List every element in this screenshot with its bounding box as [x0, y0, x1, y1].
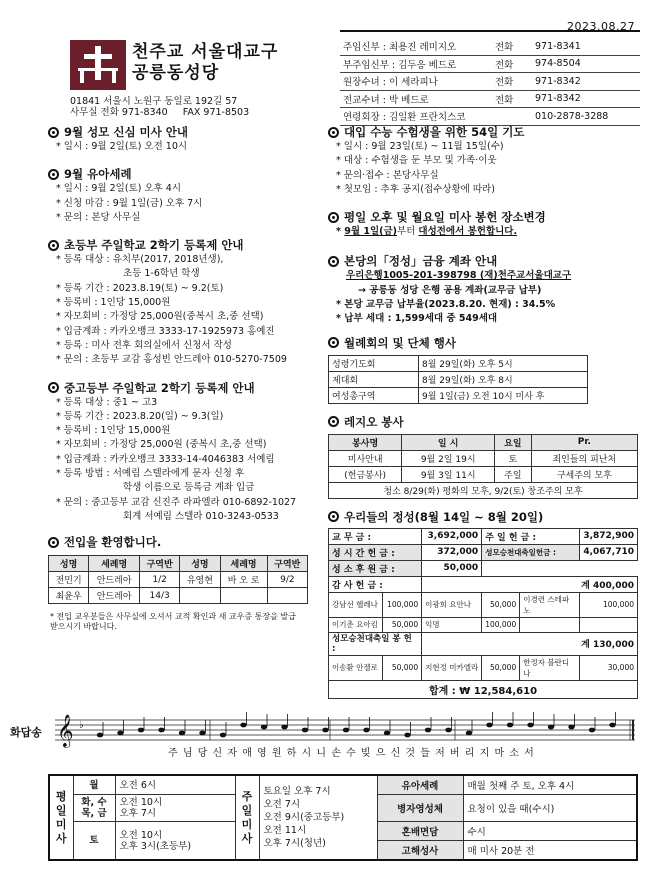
staff-role: 전교수녀 : 박 베드로 [343, 94, 429, 106]
music-note [384, 731, 390, 736]
bullet-icon [48, 127, 59, 138]
bullet-icon [328, 511, 339, 522]
offering-value: 4,067,710 [580, 544, 638, 560]
offering-subtotal: 계 130,000 [422, 632, 638, 655]
table-row [329, 450, 638, 466]
offering-label: 성 소 후 원 금 : [329, 560, 422, 576]
venue-change-notice: * 9월 1일(금)부터 대성전에서 봉헌합니다. [336, 226, 518, 238]
table-cell [180, 588, 220, 604]
table-cell: 최윤우 [49, 588, 89, 604]
bullet-icon [48, 382, 59, 393]
sunday-mass-label [235, 775, 259, 860]
church-icon [70, 40, 126, 90]
table-row [329, 355, 588, 371]
sunday-time: 오전 11시 [263, 825, 307, 836]
meeting-name: 성령기도회 [329, 355, 419, 371]
offering-label: 성모승천대축일 봉 헌 : [329, 632, 422, 655]
hymn-lyrics: 주 님 당 신 자 애 영 원 하 시 니 손 수 빚 으 신 것 들 저 버 리 지 마 소 서 [168, 748, 535, 759]
section-title: 평일 오후 및 월요일 미사 봉헌 장소변경 [328, 209, 638, 225]
donor-amount: 50,000 [383, 655, 422, 680]
bullet-icon [48, 240, 59, 251]
music-note [527, 723, 533, 728]
weekday-day: 월 [73, 775, 115, 795]
table-cell: 9월 2일 19시 [402, 450, 495, 466]
table-cell: 주일 [495, 466, 532, 482]
section-line: 학생 이름으로 등록금 계좌 입금 [123, 482, 255, 494]
music-note [281, 725, 287, 730]
section-line: * 등록비 : 1인당 15,000원 [56, 297, 171, 309]
staff-table [340, 38, 640, 126]
offering-value: 3,692,000 [422, 528, 482, 544]
music-note [138, 728, 144, 733]
staff-role: 원장수녀 : 이 세라피나 [343, 77, 438, 89]
tithe-households: * 납부 세대 : 1,599세대 중 549세대 [336, 313, 498, 325]
table-cell: (헌금봉사) [329, 466, 402, 482]
cleaning-note: 청소 8/29(화) 평화의 모후, 9/2(토) 창조주의 모후 [329, 482, 638, 498]
donor-name: 이송환 안젤로 [329, 655, 383, 680]
meeting-name: 여성총구역 [329, 387, 419, 403]
table-row [329, 482, 638, 498]
church-logo [70, 40, 126, 90]
section-title: 9월 성모 신심 미사 안내 [48, 124, 328, 140]
music-note [507, 723, 513, 728]
table-cell: 9/2 [267, 572, 307, 588]
hymn-label: 화답송 [10, 726, 42, 739]
section-line: * 등록 기간 : 2023.8.19(토) ~ 9.2(토) [56, 282, 224, 294]
music-note [322, 728, 328, 733]
section-line: * 등록 방법 : 서예림 스텔라에게 문자 신청 후 [56, 468, 245, 480]
meeting-name: 제대회 [329, 371, 419, 387]
music-note [302, 728, 308, 733]
staff-role: 주임신부 : 최용진 레미지오 [343, 42, 457, 54]
table-cell: 토 [495, 450, 532, 466]
section-title: 레지오 봉사 [328, 414, 638, 430]
music-note [486, 723, 492, 728]
table-cell: 9월 3일 11시 [402, 466, 495, 482]
music-note [404, 733, 410, 738]
church-name [132, 42, 278, 84]
address: 01841 서울시 노원구 동일로 192길 57 [70, 96, 238, 107]
offering-total: 합계 : ₩ 12,584,610 [329, 680, 638, 698]
section-body [48, 140, 328, 154]
staff-row [340, 38, 640, 56]
staff-row [340, 73, 640, 91]
weekday-time: 오전 6시 [115, 775, 235, 795]
table-row [49, 588, 308, 604]
label-char: 사 [241, 831, 253, 845]
donor-amount [580, 617, 638, 632]
section-title: 월례회의 및 단체 행사 [328, 335, 638, 351]
section-line: * 등록 기간 : 2023.8.20(일) ~ 9.3(일) [56, 410, 224, 422]
meetings-table [328, 355, 588, 404]
label-char: 일 [241, 803, 253, 817]
section-title: 전입을 환영합니다. [48, 534, 328, 550]
section-line: 회계 서예림 스텔라 010-3243-0533 [123, 510, 279, 522]
music-note [363, 728, 369, 733]
donor-amount: 50,000 [482, 655, 520, 680]
section-line: * 대상 : 수험생을 둔 부모 및 가족·이웃 [336, 155, 497, 167]
mass-schedule [48, 774, 638, 861]
table-cell: 14/3 [140, 588, 180, 604]
bullet-icon [48, 537, 59, 548]
donor-name: 한정자 블란디나 [520, 655, 580, 680]
table-header: 성명 [49, 556, 89, 572]
fax: FAX 971-8503 [182, 107, 250, 118]
donor-amount: 50,000 [383, 617, 422, 632]
schedule-row [49, 775, 637, 795]
section-body [48, 253, 328, 367]
music-note [466, 731, 472, 736]
section-title: 9월 유아세례 [48, 166, 328, 182]
section-line: * 일시 : 9월 2일(토) 오후 4시 [56, 183, 182, 195]
offering-value: 372,000 [422, 544, 482, 560]
sunday-time: 토요일 오후 7시 [263, 786, 331, 797]
section-line: * 자모회비 : 가정당 25,000원(중복시 초,중 선택) [56, 311, 264, 323]
address-block [70, 96, 249, 118]
table-cell: 죄인들의 피난처 [531, 450, 637, 466]
staff-phone-label: 전화 [495, 42, 514, 54]
offering-value: 3,872,900 [580, 528, 638, 544]
staff-phone-label: 전화 [495, 77, 514, 89]
bullet-icon [328, 127, 339, 138]
staff-row [340, 91, 640, 109]
music-note [548, 725, 554, 730]
table-cell: 안드레아 [89, 588, 140, 604]
bullet-icon [328, 256, 339, 267]
table-header: 구역반 [140, 556, 180, 572]
section-title: 초등부 주일학교 2학기 등록제 안내 [48, 237, 328, 253]
table-header: 요일 [495, 434, 532, 450]
table-cell [267, 588, 307, 604]
section-line: * 문의 : 초등부 교감 홍성빈 안드레아 010-5270-7509 [56, 354, 287, 366]
donor-amount: 50,000 [482, 592, 520, 617]
table-cell: 유영현 [180, 572, 220, 588]
section-body [48, 182, 328, 225]
offering-value: 50,000 [422, 560, 482, 576]
section-line: * 첫모임 : 추후 공지(접수상황에 따라) [336, 183, 495, 195]
offering-label: 감 사 헌 금 : [329, 576, 422, 592]
weekday-time: 오전 10시 오후 3시(초등부) [115, 822, 235, 861]
donor-amount: 100,000 [482, 617, 520, 632]
music-note [425, 728, 431, 733]
section-body [328, 140, 638, 197]
staff-role: 연령회장 : 김일환 프란치스코 [343, 112, 466, 124]
staff-row [340, 56, 640, 74]
sacrament-label: 고해성사 [377, 841, 463, 861]
section-line: * 등록 대상 : 유치부(2017, 2018년생), [56, 254, 224, 266]
donor-name: 이경련 스테파노 [520, 592, 580, 617]
bulletin-date: 2023.08.27 [567, 20, 635, 33]
donor-name: 강남선 헬레나 [329, 592, 383, 617]
sunday-time: 오전 7시 [263, 799, 301, 810]
music-note [240, 723, 246, 728]
sunday-times [259, 775, 377, 860]
bank-account: 우리은행1005-201-398798 (재)천주교서울대교구 [346, 270, 572, 282]
table-row [49, 572, 308, 588]
section-title: 중고등부 주일학교 2학기 등록제 안내 [48, 380, 328, 396]
sacrament-time: 수시 [463, 822, 637, 841]
meeting-time: 9월 1일(금) 오전 10시 미사 후 [419, 387, 588, 403]
music-note [609, 723, 615, 728]
staff-phone: 971-8342 [535, 75, 581, 87]
label-char: 사 [55, 831, 67, 845]
label-char: 주 [241, 789, 253, 803]
donor-amount: 30,000 [580, 655, 638, 680]
bank-account-note: → 공릉동 성당 은행 공용 계좌(교무금 납부) [358, 284, 542, 296]
music-note [97, 733, 103, 738]
offering-table [328, 528, 638, 699]
music-note [117, 731, 123, 736]
music-note [199, 731, 205, 736]
music-note [568, 725, 574, 730]
newcomers-note: * 전입 교우분들은 사무실에 오셔서 교적 확인과 새 교우증 통장을 발급 받으시기 바랍니다. [50, 612, 296, 632]
table-cell: 안드레아 [89, 572, 140, 588]
meeting-time: 8월 29일(화) 오후 8시 [419, 371, 588, 387]
table-header: 세례명 [89, 556, 140, 572]
svg-text:𝄞: 𝄞 [57, 714, 74, 747]
music-note [261, 725, 267, 730]
music-note [343, 728, 349, 733]
sunday-time: 오전 9시(중고등부) [263, 812, 345, 823]
left-column [48, 124, 328, 632]
staff-phone-label: 전화 [495, 59, 514, 71]
section-line: * 신청 마감 : 9월 1일(금) 오후 7시 [56, 197, 203, 209]
offering-subtotal: 계 400,000 [422, 576, 638, 592]
table-cell [220, 588, 267, 604]
right-column [328, 124, 638, 699]
donor-name: 익명 [422, 617, 482, 632]
offering-label: 교 무 금 : [329, 528, 422, 544]
table-header: 성명 [180, 556, 220, 572]
donor-name [520, 617, 580, 632]
section-line: * 일시 : 9월 23일(토) ~ 11월 15일(수) [336, 141, 504, 152]
sacrament-label: 유아세례 [377, 775, 463, 795]
church-name-line1: 천주교 서울대교구 [132, 42, 279, 62]
table-cell: 구세주의 모후 [531, 466, 637, 482]
staff-phone: 974-8504 [535, 58, 581, 70]
staff-phone: 971-8342 [535, 93, 581, 105]
legio-table [328, 434, 638, 499]
weekday-day: 토 [73, 822, 115, 861]
church-name-line2: 공릉동성당 [132, 63, 220, 83]
music-note [445, 728, 451, 733]
section-title: 대입 수능 수험생을 위한 54일 기도 [328, 124, 638, 140]
table-header: 봉사명 [329, 434, 402, 450]
section-line: * 문의·접수 : 본당사무실 [336, 169, 439, 181]
section-line: 초등 1-6학년 학생 [123, 268, 200, 280]
table-cell: 1/2 [140, 572, 180, 588]
donor-name: 이광희 요안나 [422, 592, 482, 617]
tithe-rate: * 본당 교무금 납부율(2023.8.20. 현재) : 34.5% [336, 299, 556, 311]
table-row [329, 466, 638, 482]
sacrament-time: 요청이 있을 때(수시) [463, 795, 637, 822]
section-body [48, 396, 328, 525]
offering-label: 성 시 간 헌 금 : [329, 544, 422, 560]
section-line: * 자모회비 : 가정당 25,000원 (중복시 초,중 선택) [56, 439, 267, 451]
music-note [158, 728, 164, 733]
sacrament-label: 병자영성체 [377, 795, 463, 822]
section-title: 본당의「정성」금융 계좌 안내 [328, 253, 638, 269]
music-note [220, 733, 226, 738]
table-row [329, 387, 588, 403]
table-header: Pr. [531, 434, 637, 450]
offering-label: 주 일 헌 금 : [482, 528, 580, 544]
music-note [589, 728, 595, 733]
table-cell: 미사안내 [329, 450, 402, 466]
table-header: 구역반 [267, 556, 307, 572]
svg-text:♭: ♭ [79, 720, 84, 731]
label-char: 일 [55, 803, 67, 817]
newcomers-table [48, 555, 308, 604]
donor-name: 지현정 미카엘라 [422, 655, 482, 680]
weekday-mass-label [49, 775, 73, 860]
meeting-time: 8월 29일(화) 오후 5시 [419, 355, 588, 371]
sunday-time: 오후 7시(청년) [263, 838, 326, 849]
sacrament-time: 매월 첫째 주 토, 오후 4시 [463, 775, 637, 795]
weekday-day: 화, 수 목, 금 [73, 795, 115, 822]
staff-phone: 971-8341 [535, 40, 581, 52]
header-rule [340, 30, 640, 32]
table-header: 세례명 [220, 556, 267, 572]
sacrament-time: 매 미사 20분 전 [463, 841, 637, 861]
section-line: * 등록 : 미사 전후 회의실에서 신청서 작성 [56, 339, 232, 351]
staff-phone-label: 전화 [495, 94, 514, 106]
section-line: * 등록비 : 1인당 15,000원 [56, 425, 171, 437]
donor-amount: 100,000 [383, 592, 422, 617]
section-line: * 등록 대상 : 중1 ~ 고3 [56, 396, 158, 408]
table-row [329, 617, 638, 632]
office-phone: 사무실 전화 971-8340 [70, 107, 168, 118]
donor-amount: 100,000 [580, 592, 638, 617]
table-row [329, 592, 638, 617]
staff-row [340, 108, 640, 126]
section-line: * 문의 : 중고등부 교감 신진주 라파엘라 010-6892-1027 [56, 496, 297, 508]
bullet-icon [328, 416, 339, 427]
table-row [329, 655, 638, 680]
bullet-icon [328, 337, 339, 348]
bullet-icon [328, 212, 339, 223]
section-line: * 일시 : 9월 2일(토) 오전 10시 [56, 141, 188, 152]
table-header: 일 시 [402, 434, 495, 450]
music-note [179, 731, 185, 736]
table-row [329, 371, 588, 387]
label-char: 미 [241, 817, 253, 831]
table-cell: 전민기 [49, 572, 89, 588]
staff-phone: 010-2878-3288 [535, 110, 609, 122]
label-char: 평 [55, 789, 67, 803]
staff-role: 부주임신부 : 김두응 베드로 [343, 59, 457, 71]
label-char: 미 [55, 817, 67, 831]
section-line: * 입금계좌 : 카카오뱅크 3333-17-1925973 홍예진 [56, 325, 275, 337]
donor-name: 이기춘 요아킴 [329, 617, 383, 632]
sacrament-label: 혼배면담 [377, 822, 463, 841]
table-cell: 바 오 로 [220, 572, 267, 588]
section-title: 우리들의 정성(8월 14일 ~ 8월 20일) [328, 509, 638, 525]
weekday-time: 오전 10시 오후 7시 [115, 795, 235, 822]
offering-label: 성모승천대축일헌금 : [482, 544, 580, 560]
section-line: * 입금계좌 : 카카오뱅크 3333-14-4046383 서예림 [56, 453, 275, 465]
section-line: * 문의 : 본당 사무실 [56, 211, 141, 223]
bullet-icon [48, 169, 59, 180]
